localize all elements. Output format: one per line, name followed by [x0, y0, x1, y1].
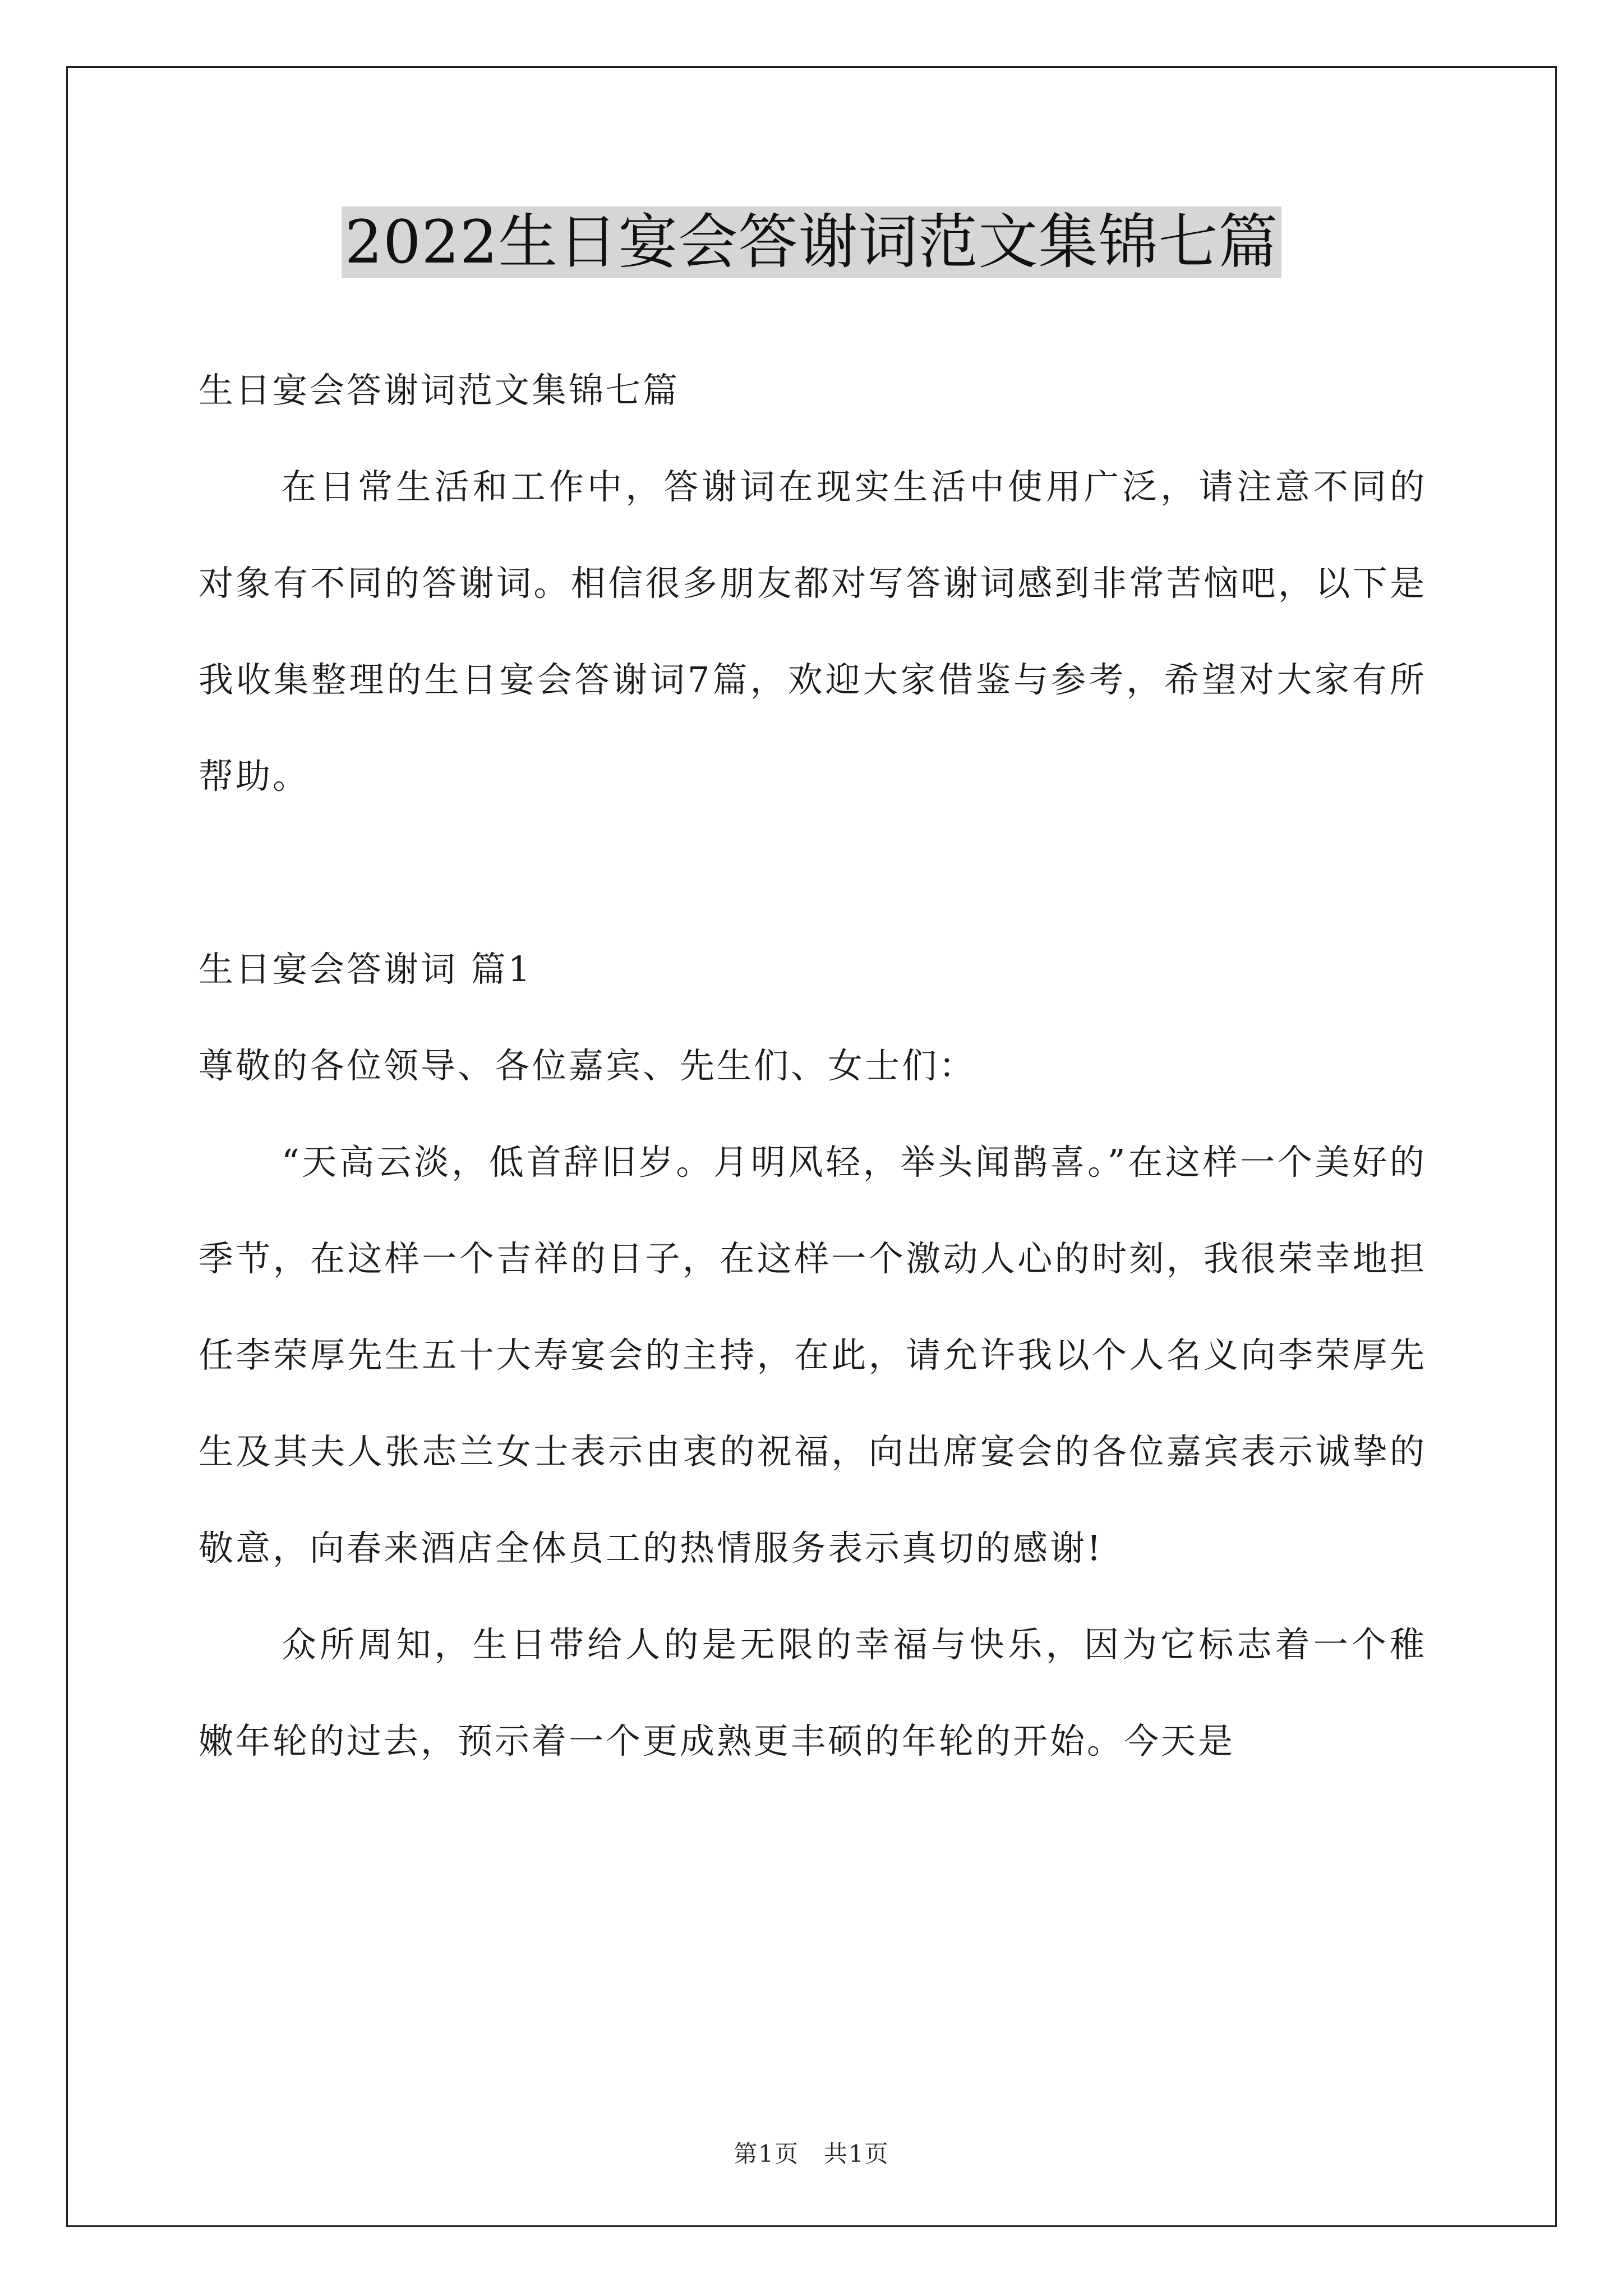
page-total: 共1页	[824, 2140, 889, 2168]
section-spacer	[199, 825, 1427, 921]
salutation: 尊敬的各位领导、各位嘉宾、先生们、女士们：	[199, 1045, 976, 1086]
page-number: 第1页	[734, 2140, 799, 2168]
document-subtitle: 生日宴会答谢词范文集锦七篇	[199, 370, 680, 411]
document-title: 2022生日宴会答谢词范文集锦七篇	[342, 206, 1282, 278]
body-paragraph-2: 众所周知，生日带给人的是无限的幸福与快乐，因为它标志着一个稚嫩年轮的过去，预示着一个更成熟更丰硕的年轮的开始。今天是	[199, 1624, 1427, 1761]
body-paragraph-1: “天高云淡，低首辞旧岁。月明风轻，举头闻鹊喜。”在这样一个美好的季节，在这样一个吉祥的日子，在这样一个激动人心的时刻，我很荣幸地担任李荣厚先生五十大寿宴会的主持，在此，请允许我以个人名义向李荣厚先生及其夫人张志兰女士表示由衷的祝福，向出席宴会的各位嘉宾表示诚挚的敬意，向春来酒店全体员工的热情服务表示真切的感谢!	[199, 1142, 1427, 1568]
section-heading: 生日宴会答谢词 篇1	[199, 949, 533, 990]
page-footer	[0, 2137, 1623, 2171]
intro-paragraph: 在日常生活和工作中，答谢词在现实生活中使用广泛，请注意不同的对象有不同的答谢词。相信很多朋友都对写答谢词感到非常苦恼吧，以下是我收集整理的生日宴会答谢词7篇，欢迎大家借鉴与参考，希望对大家有所帮助。	[199, 466, 1427, 797]
title-container	[0, 206, 1623, 278]
document-body	[199, 342, 1427, 1789]
